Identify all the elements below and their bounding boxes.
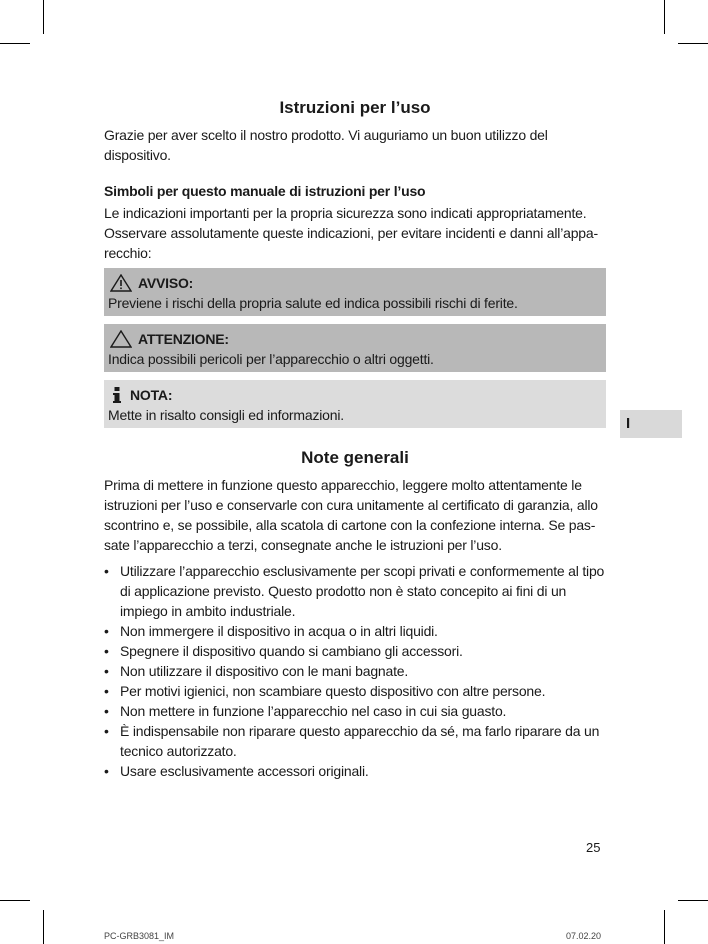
notice-avviso [104, 268, 606, 316]
info-icon [110, 386, 124, 404]
crop-mark [678, 43, 708, 44]
crop-mark [664, 910, 665, 944]
footer-date: 07.02.20 [566, 931, 602, 941]
page-number: 25 [586, 840, 601, 855]
page-title: Istruzioni per l’uso [279, 98, 431, 117]
symbols-text: Le indicazioni importanti per la propria sicurezza sono indicati appropriatamente. Osservare assolutamente queste indicazioni, per evitare incidenti e danni all’appa-recchio: [104, 205, 598, 261]
notice-attenzione [104, 324, 606, 372]
notice-nota [104, 380, 606, 428]
list-item: • Non immergere il dispositivo in acqua o in altri liquidi. [104, 621, 606, 641]
list-item: • Usare esclusivamente accessori originali. [104, 761, 606, 781]
crop-mark [43, 0, 44, 34]
safety-list [104, 561, 606, 781]
list-item: • Non mettere in funzione l’apparecchio nel caso in cui sia guasto. [104, 701, 606, 721]
crop-mark [678, 900, 708, 901]
notice-label: NOTA: [130, 387, 173, 403]
list-item: • Per motivi igienici, non scambiare questo dispositivo con altre persone. [104, 681, 606, 701]
intro-text: Grazie per aver scelto il nostro prodotto. Vi auguriamo un buon utilizzo del dispositivo. [104, 127, 548, 163]
crop-mark [0, 43, 30, 44]
notice-text: Previene i rischi della propria salute ed indica possibili rischi di ferite. [108, 295, 518, 311]
crop-mark [664, 0, 665, 34]
list-item: • Spegnere il dispositivo quando si cambiano gli accessori. [104, 641, 606, 661]
notice-label: AVVISO: [138, 275, 194, 291]
symbols-heading: Simboli per questo manuale di istruzioni per l’uso [104, 183, 426, 199]
general-notes-heading: Note generali [301, 448, 409, 467]
crop-mark [0, 900, 30, 901]
list-item: • È indispensabile non riparare questo apparecchio da sé, ma farlo riparare da un tecnico autorizzato. [104, 721, 606, 761]
warning-triangle-icon [110, 330, 132, 348]
notice-label: ATTENZIONE: [138, 331, 229, 347]
notice-text: Indica possibili pericoli per l’apparecchio o altri oggetti. [108, 351, 434, 367]
warning-triangle-icon [110, 274, 132, 292]
general-notes-text: Prima di mettere in funzione questo apparecchio, leggere molto attentamente le istruzioni per l’uso e conservarle con cura unitamente al certificato di garanzia, allo scontrino e, se possibile, alla scatola di cartone con la confezione interna. Se pas-sate l’apparecchio a terzi, consegnate anche le istruzioni per l’uso. [104, 477, 598, 553]
list-item: • Non utilizzare il dispositivo con le mani bagnate. [104, 661, 606, 681]
page-content [104, 96, 606, 781]
footer-doc-id: PC-GRB3081_IM [104, 931, 175, 941]
notice-text: Mette in risalto consigli ed informazioni. [108, 407, 344, 423]
list-item: • Utilizzare l’apparecchio esclusivamente per scopi privati e conformemente al tipo di applicazione previsto. Questo prodotto non è stato concepito ai fini di un impiego in ambito industriale. [104, 561, 606, 621]
language-tab: I [620, 410, 682, 438]
crop-mark [43, 910, 44, 944]
